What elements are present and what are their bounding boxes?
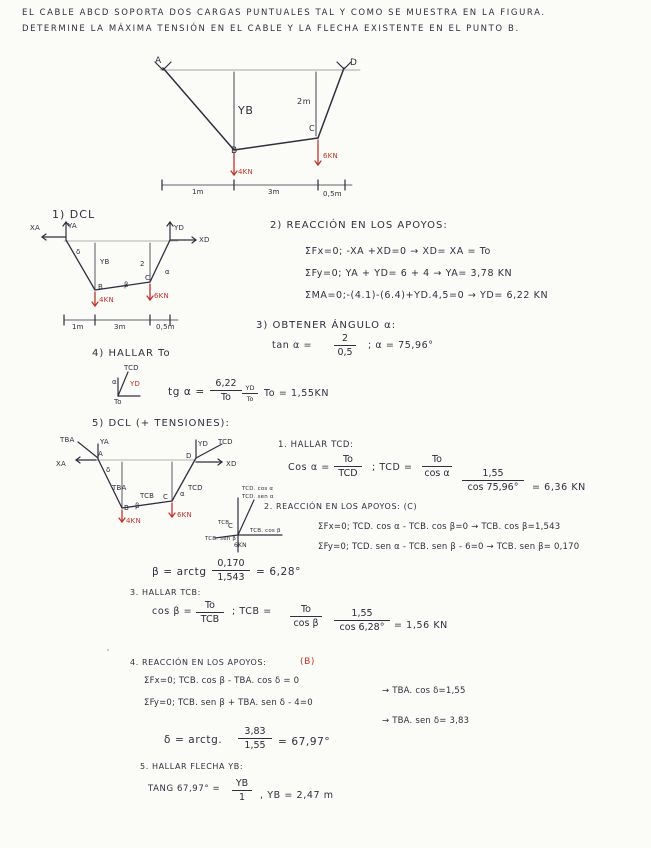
dcl5-b: B bbox=[124, 504, 130, 512]
section-6-d3: cos 75,96° bbox=[467, 482, 519, 493]
dcl5-delta: δ bbox=[106, 466, 111, 474]
dcl1-yd: YD bbox=[174, 224, 185, 232]
section-10-result: , YB = 2,47 m bbox=[260, 790, 334, 801]
dcl1-b: B bbox=[98, 283, 104, 291]
section-4-den-2: To bbox=[246, 395, 254, 403]
section-6-tcd-label: ; TCD = bbox=[372, 462, 413, 473]
fbd-c-node: C bbox=[228, 522, 234, 530]
fbd-c-tcd-sen: TCD. sen α bbox=[242, 494, 274, 500]
section-10-den: 1 bbox=[238, 792, 246, 803]
fig1-label-2m: 2m bbox=[297, 97, 312, 106]
section-9-tag: (B) bbox=[300, 657, 315, 667]
section-4-result: To = 1,55KN bbox=[264, 388, 330, 399]
problem-statement-line-1: EL CABLE ABCD SOPORTA DOS CARGAS PUNTUALES TAL Y COMO SE MUESTRA EN LA FIGURA. bbox=[22, 8, 546, 18]
section-8-d3: cos 6,28° bbox=[339, 622, 385, 633]
dcl1-dim-1m: 1m bbox=[72, 323, 84, 331]
dcl1-load-b: 4KN bbox=[99, 296, 114, 304]
fbd-c-load: 6KN bbox=[234, 542, 247, 549]
section-4-num: 6,22 bbox=[215, 378, 237, 389]
section-8-frac-3 bbox=[334, 608, 390, 633]
section-6-frac-3 bbox=[462, 468, 524, 493]
dcl5-c: C bbox=[163, 493, 169, 501]
section-6-title: 1. HALLAR TCD: bbox=[278, 440, 354, 450]
section-4-to: To bbox=[114, 398, 122, 406]
dcl5-d: D bbox=[186, 452, 192, 460]
dcl1-ya: YA bbox=[68, 222, 77, 230]
section-4-fraction bbox=[210, 378, 242, 403]
section-6-n1: To bbox=[342, 454, 353, 465]
dcl5-xa: XA bbox=[56, 460, 66, 468]
section-4-yd: YD bbox=[130, 380, 141, 388]
fig1-label-a: A bbox=[155, 56, 162, 66]
section-8-frac-2 bbox=[290, 604, 322, 629]
dcl1-beta: β bbox=[124, 281, 129, 289]
dcl1-alpha: α bbox=[165, 268, 170, 276]
fbd-c-tcd-cos: TCD. cos α bbox=[242, 486, 274, 492]
dcl1-xd: XD bbox=[199, 236, 210, 244]
section-8-n3: 1,55 bbox=[351, 608, 373, 619]
dcl5-tba: TBA bbox=[60, 436, 75, 444]
section-8-result: = 1,56 KN bbox=[394, 620, 448, 631]
fig1-label-b: B bbox=[231, 146, 238, 156]
dcl5-ya: YA bbox=[100, 438, 109, 446]
section-8-frac-1 bbox=[196, 600, 224, 625]
section-6-n2: To bbox=[431, 454, 442, 465]
section-9-eq-fx: ΣFx=0; TCB. cos β - TBA. cos δ = 0 bbox=[144, 676, 300, 686]
section-6-cos-lhs: Cos α = bbox=[288, 462, 330, 473]
section-8-d2: cos β bbox=[293, 618, 319, 629]
section-7-eq-fy: ΣFy=0; TCD. sen α - TCB. sen β - 6=0 → TCB. sen β= 0,170 bbox=[318, 542, 580, 552]
dcl1-two: 2 bbox=[140, 260, 145, 268]
fbd-c-tcb-cos: TCB. cos β bbox=[250, 528, 281, 534]
section-8-n1: To bbox=[204, 600, 215, 611]
fig1-label-yb: YB bbox=[238, 104, 254, 117]
section-9-eq-fx-result: → TBA. cos δ=1,55 bbox=[382, 686, 466, 696]
section-2-eq-fx: ΣFx=0; -XA +XD=0 → XD= XA = To bbox=[305, 246, 491, 257]
section-4-num-2: YD bbox=[245, 384, 255, 392]
section-8-tcb-label: ; TCB = bbox=[232, 606, 272, 617]
dcl5-tcd2: TCD bbox=[188, 484, 203, 492]
beta-num: 0,170 bbox=[217, 558, 245, 569]
section-5-title: 5) DCL (+ TENSIONES): bbox=[92, 418, 230, 429]
section-7-title: 2. REACCIÓN EN LOS APOYOS: (C) bbox=[264, 502, 418, 511]
fig1-dim-3m: 3m bbox=[268, 188, 280, 196]
dcl1-load-c: 6KN bbox=[154, 292, 169, 300]
dcl5-tba2: TBA bbox=[112, 484, 127, 492]
beta-den: 1,543 bbox=[217, 572, 245, 583]
section-4-tg-lhs: tg α = bbox=[168, 386, 205, 398]
delta-result: = 67,97° bbox=[278, 736, 331, 748]
section-3-result: ; α = 75,96° bbox=[368, 340, 434, 351]
section-3-tan-lhs: tan α = bbox=[272, 340, 313, 351]
dcl1-c: C bbox=[145, 274, 151, 282]
section-2-eq-fy: ΣFy=0; YA + YD= 6 + 4 → YA= 3,78 KN bbox=[305, 268, 513, 279]
section-10-title: 5. HALLAR FLECHA YB: bbox=[140, 762, 244, 771]
section-7-eq-fx: ΣFx=0; TCD. cos α - TCB. cos β=0 → TCB. cos β=1,543 bbox=[318, 522, 561, 532]
section-8-title: 3. HALLAR TCB: bbox=[130, 588, 201, 597]
section-6-n3: 1,55 bbox=[482, 468, 504, 479]
dcl5-load-c: 6KN bbox=[177, 511, 192, 519]
dcl5-tcd-top: TCD bbox=[218, 438, 233, 446]
dcl5-alpha: α bbox=[180, 490, 185, 498]
section-8-cos-lhs: cos β = bbox=[152, 606, 193, 617]
fbd-c-tcb-sen: TCB. sen β bbox=[205, 536, 237, 542]
delta-fraction bbox=[238, 726, 272, 751]
section-4-fraction-2 bbox=[242, 384, 258, 403]
fig1-load-b: 4KN bbox=[238, 168, 253, 176]
dcl5-yd: YD bbox=[198, 440, 209, 448]
section-6-frac-1 bbox=[334, 454, 362, 479]
dcl5-beta: β bbox=[135, 502, 140, 510]
fig1-dim-1m: 1m bbox=[192, 188, 204, 196]
dcl5-tcb: TCB bbox=[140, 492, 155, 500]
section-6-result: = 6,36 KN bbox=[532, 482, 586, 493]
fig1-dim-05m: 0,5m bbox=[323, 190, 342, 198]
section-3-fraction bbox=[334, 333, 356, 358]
section-9-eq-fy: ΣFy=0; TCB. sen β + TBA. sen δ - 4=0 bbox=[144, 698, 313, 708]
section-4-tcd: TCD bbox=[124, 364, 139, 372]
beta-result: = 6,28° bbox=[256, 566, 301, 578]
section-3-title: 3) OBTENER ÁNGULO α: bbox=[256, 320, 397, 331]
section-2-title: 2) REACCIÓN EN LOS APOYOS: bbox=[270, 220, 448, 231]
dcl1-xa: XA bbox=[30, 224, 40, 232]
section-1-title: 1) DCL bbox=[52, 208, 96, 221]
fbd-c-tcb: TCB bbox=[218, 520, 230, 526]
delta-num: 3,83 bbox=[244, 726, 266, 737]
section-6-d2: cos α bbox=[424, 468, 450, 479]
fig1-label-c: C bbox=[309, 124, 316, 133]
fig1-load-c: 6KN bbox=[323, 152, 338, 160]
section-9-title: 4. REACCIÓN EN LOS APOYOS: bbox=[130, 658, 267, 667]
dcl5-load-b: 4KN bbox=[126, 517, 141, 525]
section-3-num: 2 bbox=[341, 333, 349, 344]
delta-den: 1,55 bbox=[244, 740, 266, 751]
dcl5-xd: XD bbox=[226, 460, 237, 468]
beta-lhs: β = arctg bbox=[152, 566, 207, 578]
section-2-eq-ma: ΣMA=0;-(4.1)-(6.4)+YD.4,5=0 → YD= 6,22 KN bbox=[305, 290, 549, 301]
section-10-num: YB bbox=[235, 778, 249, 789]
dcl5-a: A bbox=[98, 450, 103, 458]
dcl1-dim-3m: 3m bbox=[114, 323, 126, 331]
section-9-eq-fy-result: → TBA. sen δ= 3,83 bbox=[382, 716, 470, 726]
problem-statement-line-2: DETERMINE LA MÁXIMA TENSIÓN EN EL CABLE Y LA FLECHA EXISTENTE EN EL PUNTO B. bbox=[22, 24, 520, 34]
section-4-den: To bbox=[220, 392, 231, 403]
section-6-frac-2 bbox=[422, 454, 452, 479]
section-4-title: 4) HALLAR To bbox=[92, 348, 171, 359]
section-6-d1: TCD bbox=[338, 468, 358, 479]
section-3-den: 0,5 bbox=[337, 347, 353, 358]
section-8-n2: To bbox=[300, 604, 311, 615]
section-10-fraction bbox=[232, 778, 252, 803]
beta-fraction bbox=[212, 558, 250, 583]
section-4-alpha: α bbox=[112, 378, 117, 386]
dcl1-dim-05m: 0,5m bbox=[156, 323, 175, 331]
fig1-label-d: D bbox=[350, 58, 358, 68]
dcl1-delta: δ bbox=[76, 248, 81, 256]
dcl1-yb: YB bbox=[100, 258, 110, 266]
delta-lhs: δ = arctg. bbox=[164, 734, 223, 746]
section-10-lhs: TANG 67,97° = bbox=[148, 784, 221, 794]
section-8-d1: TCB bbox=[200, 614, 220, 625]
